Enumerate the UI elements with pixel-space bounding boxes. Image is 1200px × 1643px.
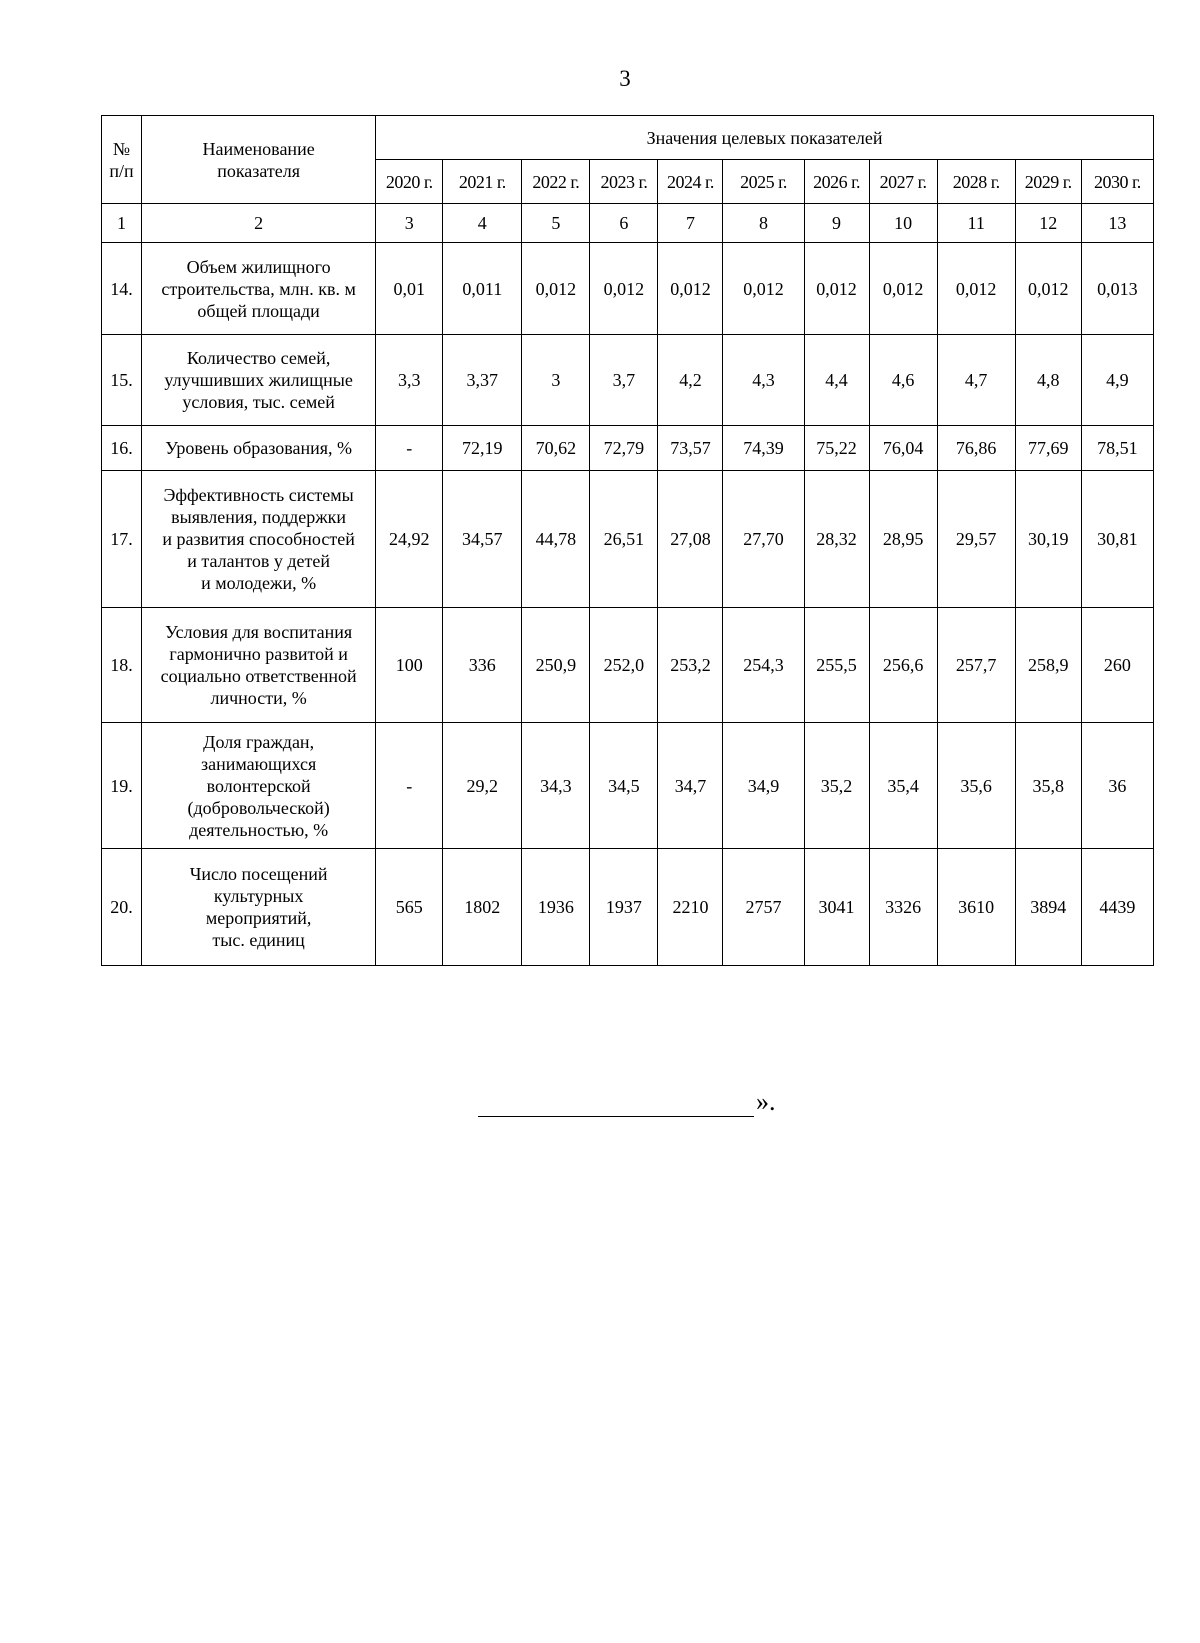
indicator-value: 35,6 <box>937 723 1015 849</box>
indicator-value: 27,08 <box>658 471 723 608</box>
indicator-value: 72,19 <box>443 426 522 471</box>
indicator-value: 0,012 <box>658 243 723 335</box>
indicator-value: 565 <box>376 849 443 966</box>
indicator-value: 28,95 <box>869 471 937 608</box>
table-row <box>102 471 1154 608</box>
indicator-value: 74,39 <box>723 426 804 471</box>
row-number: 17. <box>102 471 142 608</box>
signature-line <box>478 1094 754 1117</box>
indicator-value: 24,92 <box>376 471 443 608</box>
indicator-value: 34,9 <box>723 723 804 849</box>
header-year: 2026 г. <box>804 160 869 204</box>
column-number-row <box>102 204 1154 243</box>
indicator-value: 4,2 <box>658 335 723 426</box>
header-name: Наименование показателя <box>142 116 376 204</box>
indicator-value: 29,57 <box>937 471 1015 608</box>
indicator-value: 34,7 <box>658 723 723 849</box>
indicator-value: 1936 <box>522 849 590 966</box>
page-number: 3 <box>619 66 631 91</box>
indicator-value: - <box>376 723 443 849</box>
indicator-value: 255,5 <box>804 608 869 723</box>
indicator-value: 256,6 <box>869 608 937 723</box>
indicator-value: 0,013 <box>1081 243 1153 335</box>
closing-quote: ». <box>756 1087 776 1116</box>
table-row <box>102 849 1154 966</box>
indicator-value: 35,2 <box>804 723 869 849</box>
indicator-value: 3610 <box>937 849 1015 966</box>
indicator-name: Доля граждан, занимающихся волонтерской (добровольческой) деятельностью, % <box>142 723 376 849</box>
indicator-value: 4,3 <box>723 335 804 426</box>
indicator-value: 75,22 <box>804 426 869 471</box>
column-number: 7 <box>658 204 723 243</box>
indicator-value: 3041 <box>804 849 869 966</box>
indicator-value: 257,7 <box>937 608 1015 723</box>
header-year: 2023 г. <box>590 160 658 204</box>
table-row <box>102 723 1154 849</box>
indicator-value: 0,012 <box>869 243 937 335</box>
indicator-value: 77,69 <box>1015 426 1081 471</box>
indicator-value: 0,012 <box>1015 243 1081 335</box>
column-number: 12 <box>1015 204 1081 243</box>
indicator-value: 35,8 <box>1015 723 1081 849</box>
column-number: 11 <box>937 204 1015 243</box>
indicator-value: 100 <box>376 608 443 723</box>
indicator-value: 0,01 <box>376 243 443 335</box>
indicator-value: 3326 <box>869 849 937 966</box>
indicator-value: 30,19 <box>1015 471 1081 608</box>
row-number: 20. <box>102 849 142 966</box>
header-year: 2029 г. <box>1015 160 1081 204</box>
column-number: 10 <box>869 204 937 243</box>
indicator-value: 1937 <box>590 849 658 966</box>
header-year: 2021 г. <box>443 160 522 204</box>
row-number: 19. <box>102 723 142 849</box>
indicator-value: 254,3 <box>723 608 804 723</box>
column-number: 13 <box>1081 204 1153 243</box>
indicator-value: - <box>376 426 443 471</box>
indicator-value: 258,9 <box>1015 608 1081 723</box>
column-number: 4 <box>443 204 522 243</box>
indicator-value: 1802 <box>443 849 522 966</box>
indicator-value: 3894 <box>1015 849 1081 966</box>
header-year: 2030 г. <box>1081 160 1153 204</box>
header-year: 2022 г. <box>522 160 590 204</box>
indicator-value: 0,012 <box>937 243 1015 335</box>
row-number: 16. <box>102 426 142 471</box>
indicator-value: 260 <box>1081 608 1153 723</box>
indicator-value: 73,57 <box>658 426 723 471</box>
indicator-name: Количество семей, улучшивших жилищные условия, тыс. семей <box>142 335 376 426</box>
header-group: Значения целевых показателей <box>376 116 1154 160</box>
indicator-value: 3,37 <box>443 335 522 426</box>
table-row <box>102 426 1154 471</box>
closing-mark <box>478 1087 776 1117</box>
indicator-value: 0,012 <box>522 243 590 335</box>
indicator-value: 4,6 <box>869 335 937 426</box>
header-year: 2028 г. <box>937 160 1015 204</box>
indicator-value: 4,9 <box>1081 335 1153 426</box>
indicator-value: 0,012 <box>804 243 869 335</box>
column-number: 1 <box>102 204 142 243</box>
column-number: 2 <box>142 204 376 243</box>
header-year: 2020 г. <box>376 160 443 204</box>
indicator-name: Число посещений культурных мероприятий, тыс. единиц <box>142 849 376 966</box>
header-row-group <box>102 116 1154 160</box>
indicator-value: 3 <box>522 335 590 426</box>
indicator-value: 253,2 <box>658 608 723 723</box>
table-row <box>102 243 1154 335</box>
indicator-value: 26,51 <box>590 471 658 608</box>
indicator-value: 27,70 <box>723 471 804 608</box>
indicator-value: 4,4 <box>804 335 869 426</box>
indicator-value: 29,2 <box>443 723 522 849</box>
indicator-value: 4,8 <box>1015 335 1081 426</box>
indicator-value: 250,9 <box>522 608 590 723</box>
indicator-value: 78,51 <box>1081 426 1153 471</box>
indicator-value: 2210 <box>658 849 723 966</box>
indicator-value: 0,011 <box>443 243 522 335</box>
indicator-value: 70,62 <box>522 426 590 471</box>
indicator-value: 76,86 <box>937 426 1015 471</box>
indicator-value: 4439 <box>1081 849 1153 966</box>
indicators-table <box>101 115 1154 966</box>
row-number: 14. <box>102 243 142 335</box>
column-number: 3 <box>376 204 443 243</box>
table-row <box>102 335 1154 426</box>
indicator-value: 34,57 <box>443 471 522 608</box>
indicator-value: 3,7 <box>590 335 658 426</box>
column-number: 9 <box>804 204 869 243</box>
table-row <box>102 608 1154 723</box>
row-number: 18. <box>102 608 142 723</box>
indicator-value: 336 <box>443 608 522 723</box>
indicator-value: 44,78 <box>522 471 590 608</box>
indicator-name: Уровень образования, % <box>142 426 376 471</box>
indicator-value: 72,79 <box>590 426 658 471</box>
indicator-value: 76,04 <box>869 426 937 471</box>
indicator-value: 34,3 <box>522 723 590 849</box>
indicator-value: 30,81 <box>1081 471 1153 608</box>
indicator-name: Объем жилищного строительства, млн. кв. м общей площади <box>142 243 376 335</box>
indicator-value: 28,32 <box>804 471 869 608</box>
header-year: 2027 г. <box>869 160 937 204</box>
indicator-name: Эффективность системы выявления, поддержки и развития способностей и талантов у детей и молодежи, % <box>142 471 376 608</box>
indicator-value: 35,4 <box>869 723 937 849</box>
indicator-name: Условия для воспитания гармонично развитой и социально ответственной личности, % <box>142 608 376 723</box>
indicator-value: 2757 <box>723 849 804 966</box>
row-number: 15. <box>102 335 142 426</box>
indicator-value: 0,012 <box>590 243 658 335</box>
indicator-value: 252,0 <box>590 608 658 723</box>
column-number: 8 <box>723 204 804 243</box>
header-num: № п/п <box>102 116 142 204</box>
header-year: 2025 г. <box>723 160 804 204</box>
indicator-value: 0,012 <box>723 243 804 335</box>
indicator-value: 4,7 <box>937 335 1015 426</box>
indicator-value: 3,3 <box>376 335 443 426</box>
column-number: 5 <box>522 204 590 243</box>
header-year: 2024 г. <box>658 160 723 204</box>
indicator-value: 34,5 <box>590 723 658 849</box>
column-number: 6 <box>590 204 658 243</box>
indicator-value: 36 <box>1081 723 1153 849</box>
